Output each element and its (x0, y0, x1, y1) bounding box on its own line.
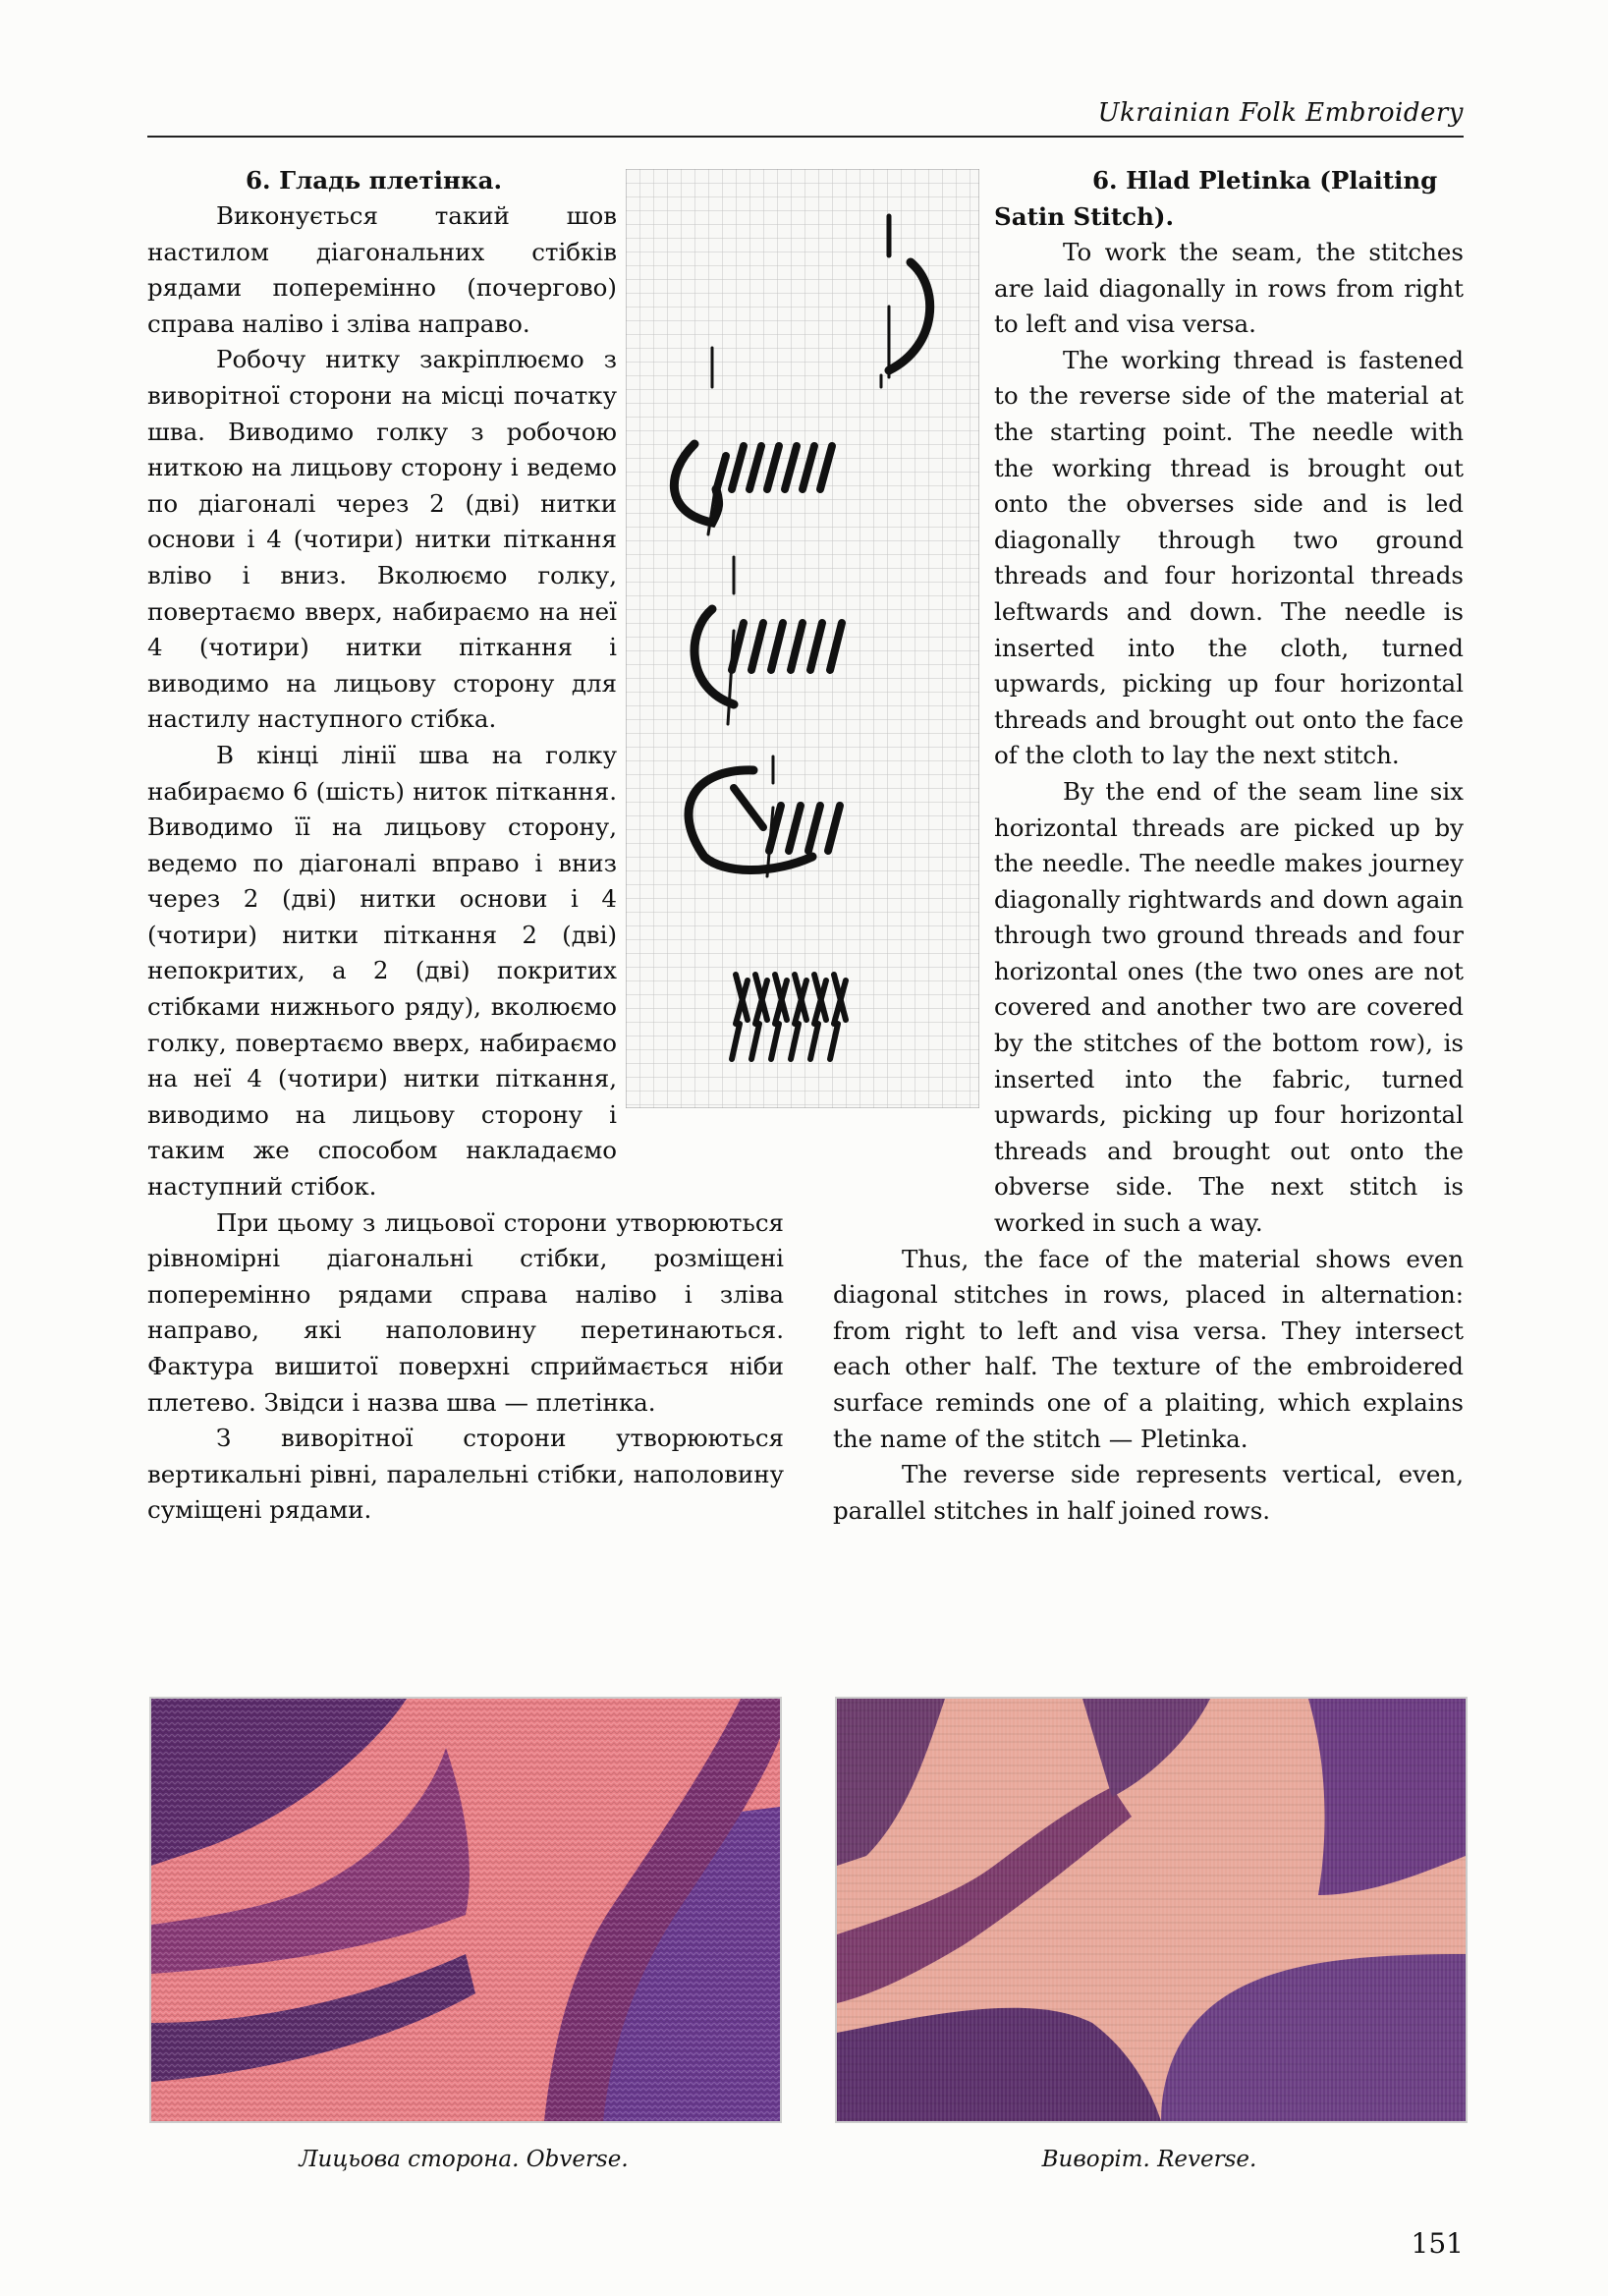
ukrainian-paragraph-4: При цьому з лицьової сторони утворюються рівномірні діагональні стібки, розміщені поперемінно рядами справа наліво і зліва направо, які наполовину перетинаються. Фактура вишитої поверхні сприймається ніби плетево. Звідси і назва шва — плетінка. (147, 1207, 784, 1417)
english-text (833, 235, 1464, 1529)
obverse-photo (149, 1697, 782, 2123)
ukrainian-paragraph-5: З виворітної сторони утворюються вертикальні рівні, паралельні стібки, наполовину суміщені рядами. (147, 1424, 784, 1525)
english-paragraph-4: Thus, the face of the material shows even diagonal stitches in rows, placed in alternation: from right to left and visa versa. They intersect each other half. The texture of the embroidered surface reminds one of a plaiting, which explains the name of the stitch — Pletinka. (833, 1244, 1464, 1453)
english-paragraph-5: The reverse side represents vertical, even, parallel stitches in half joined rows. (833, 1460, 1464, 1525)
page-number: 151 (1411, 2227, 1464, 2260)
reverse-caption: Виворіт. Reverse. (1041, 2147, 1257, 2172)
reverse-photo (835, 1697, 1468, 2123)
english-paragraph-3: By the end of the seam line six horizontal threads are picked up by the needle. The needle makes journey diagonally rightwards and down again through two ground threads and four horizontal ones (the two ones are not covered and another two are covered by the stitches of the bottom row), is inserted into the fabric, turned upwards, picking up four horizontal threads and brought out onto the obverse side. The next stitch is worked in such a way. (994, 776, 1464, 1238)
header-rule (147, 136, 1464, 138)
english-paragraph-1: To work the seam, the stitches are laid diagonally in rows from right to left and visa versa. (994, 238, 1464, 339)
english-heading-block (994, 163, 1464, 235)
english-heading: 6. Hlad Pletinka (Plaiting Satin Stitch). (994, 166, 1438, 231)
obverse-caption: Лицьова сторона. Obverse. (299, 2147, 629, 2172)
ukrainian-heading: 6. Гладь плетінка. (246, 166, 502, 195)
ukrainian-paragraph-2: Робочу нитку закріплюємо з виворітної сторони на місці початку шва. Виводимо голку з робочою ниткою на лицьову сторону і ведемо по діагоналі через 2 (дві) нитки основи і 4 (чотири) нитки піткання вліво і вниз. Вколюємо голку, повертаємо вверх, набираємо на неї 4 (чотири) нитки піткання і виводимо на лицьову сторону для настилу наступного стібка. (147, 345, 617, 734)
ukrainian-paragraph-1: Виконується такий шов настилом діагональних стібків рядами поперемінно (почергово) справа наліво і зліва направо. (147, 201, 617, 338)
english-paragraph-2: The working thread is fastened to the reverse side of the material at the starting point. The needle with the working thread is brought out onto the obverses side and is led diagonally through two ground threads and four horizontal threads leftwards and down. The needle is inserted into the cloth, turned upwards, picking up four horizontal threads and brought out onto the face of the cloth to lay the next stitch. (994, 345, 1464, 770)
running-head: Ukrainian Folk Embroidery (1097, 98, 1464, 128)
ukrainian-paragraph-3: В кінці лінії шва на голку набираємо 6 (шість) ниток піткання. Виводимо її на лицьову сторону, ведемо по діагоналі вправо і вниз через 2 (дві) нитки основи і 4 (чотири) нитки піткання 2 (дві) непокритих, а 2 (дві) покритих стібками нижнього ряду), вколюємо голку, повертаємо вверх, набираємо на неї 4 (чотири) нитки піткання, виводимо на лицьову сторону і таким же способом накладаємо наступний стібок. (147, 740, 617, 1202)
ukrainian-heading-block (147, 163, 619, 199)
